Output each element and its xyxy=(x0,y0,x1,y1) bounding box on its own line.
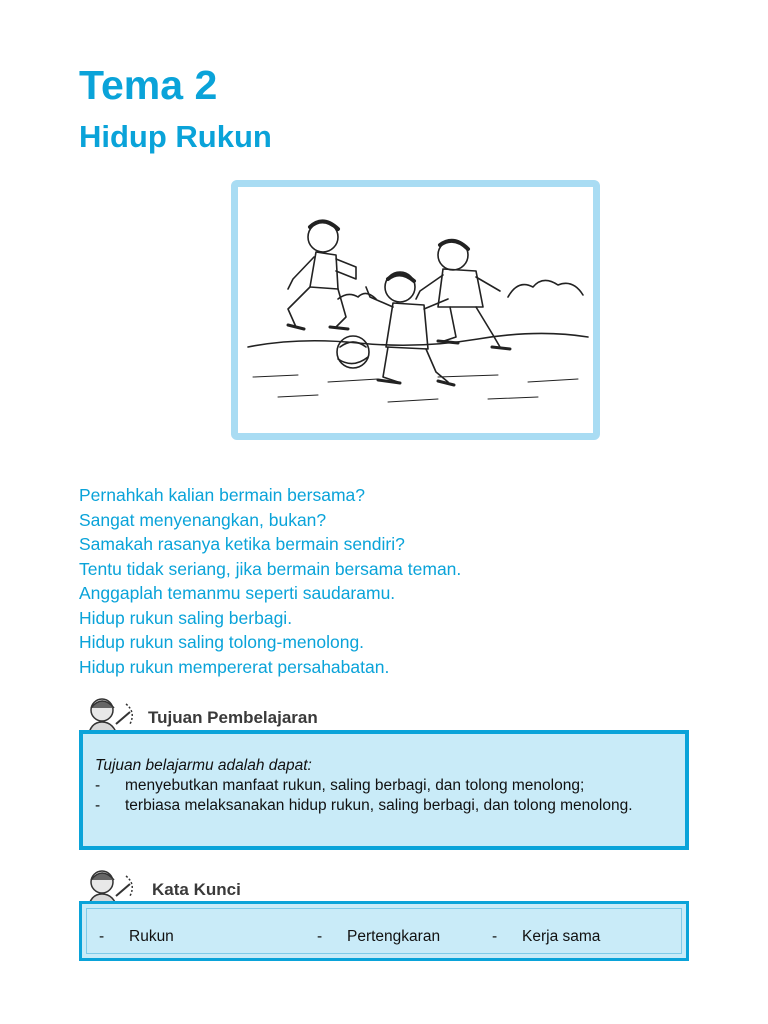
goal-item-text: terbiasa melaksanakan hidup rukun, saling berbagi, dan tolong menolong. xyxy=(125,797,633,814)
keyword-item: - Rukun xyxy=(99,928,174,945)
page-subtitle: Hidup Rukun xyxy=(79,119,272,154)
intro-line: Pernahkah kalian bermain bersama? xyxy=(79,485,365,505)
keywords-box xyxy=(79,901,689,961)
intro-line: Sangat menyenangkan, bukan? xyxy=(79,509,327,530)
goals-box xyxy=(79,730,689,850)
goals-heading-label: Tujuan Pembelajaran xyxy=(148,708,318,727)
intro-line: Hidup rukun saling tolong-menolong. xyxy=(79,632,365,652)
keyword-text: Kerja sama xyxy=(522,928,601,945)
goal-item: - terbiasa melaksanakan hidup rukun, saling berbagi, dan tolong menolong. xyxy=(95,797,633,814)
intro-line: Anggaplah temanmu seperti saudaramu. xyxy=(79,583,396,603)
keyword-text: Rukun xyxy=(129,928,174,945)
goals-lead: Tujuan belajarmu adalah dapat: xyxy=(95,757,312,774)
intro-line: Hidup rukun saling berbagi. xyxy=(79,607,293,628)
illustration-frame xyxy=(231,180,600,440)
keyword-text: Pertengkaran xyxy=(347,928,441,945)
intro-line: Samakah rasanya ketika bermain sendiri? xyxy=(79,534,405,554)
goal-item: - menyebutkan manfaat rukun, saling berbagi, dan tolong menolong; xyxy=(95,777,585,794)
intro-text xyxy=(79,483,699,679)
intro-line: Hidup rukun mempererat persahabatan. xyxy=(79,656,390,677)
children-playing-ball-illustration xyxy=(238,187,593,433)
page-title: Tema 2 xyxy=(79,62,218,108)
keywords-heading-label: Kata Kunci xyxy=(152,880,241,899)
keyword-item: - Pertengkaran xyxy=(317,928,441,945)
keyword-item: - Kerja sama xyxy=(492,928,601,945)
keywords-inner xyxy=(86,908,682,954)
intro-line: Tentu tidak seriang, jika bermain bersama teman. xyxy=(79,558,462,579)
goal-item-text: menyebutkan manfaat rukun, saling berbagi, dan tolong menolong; xyxy=(125,777,585,794)
